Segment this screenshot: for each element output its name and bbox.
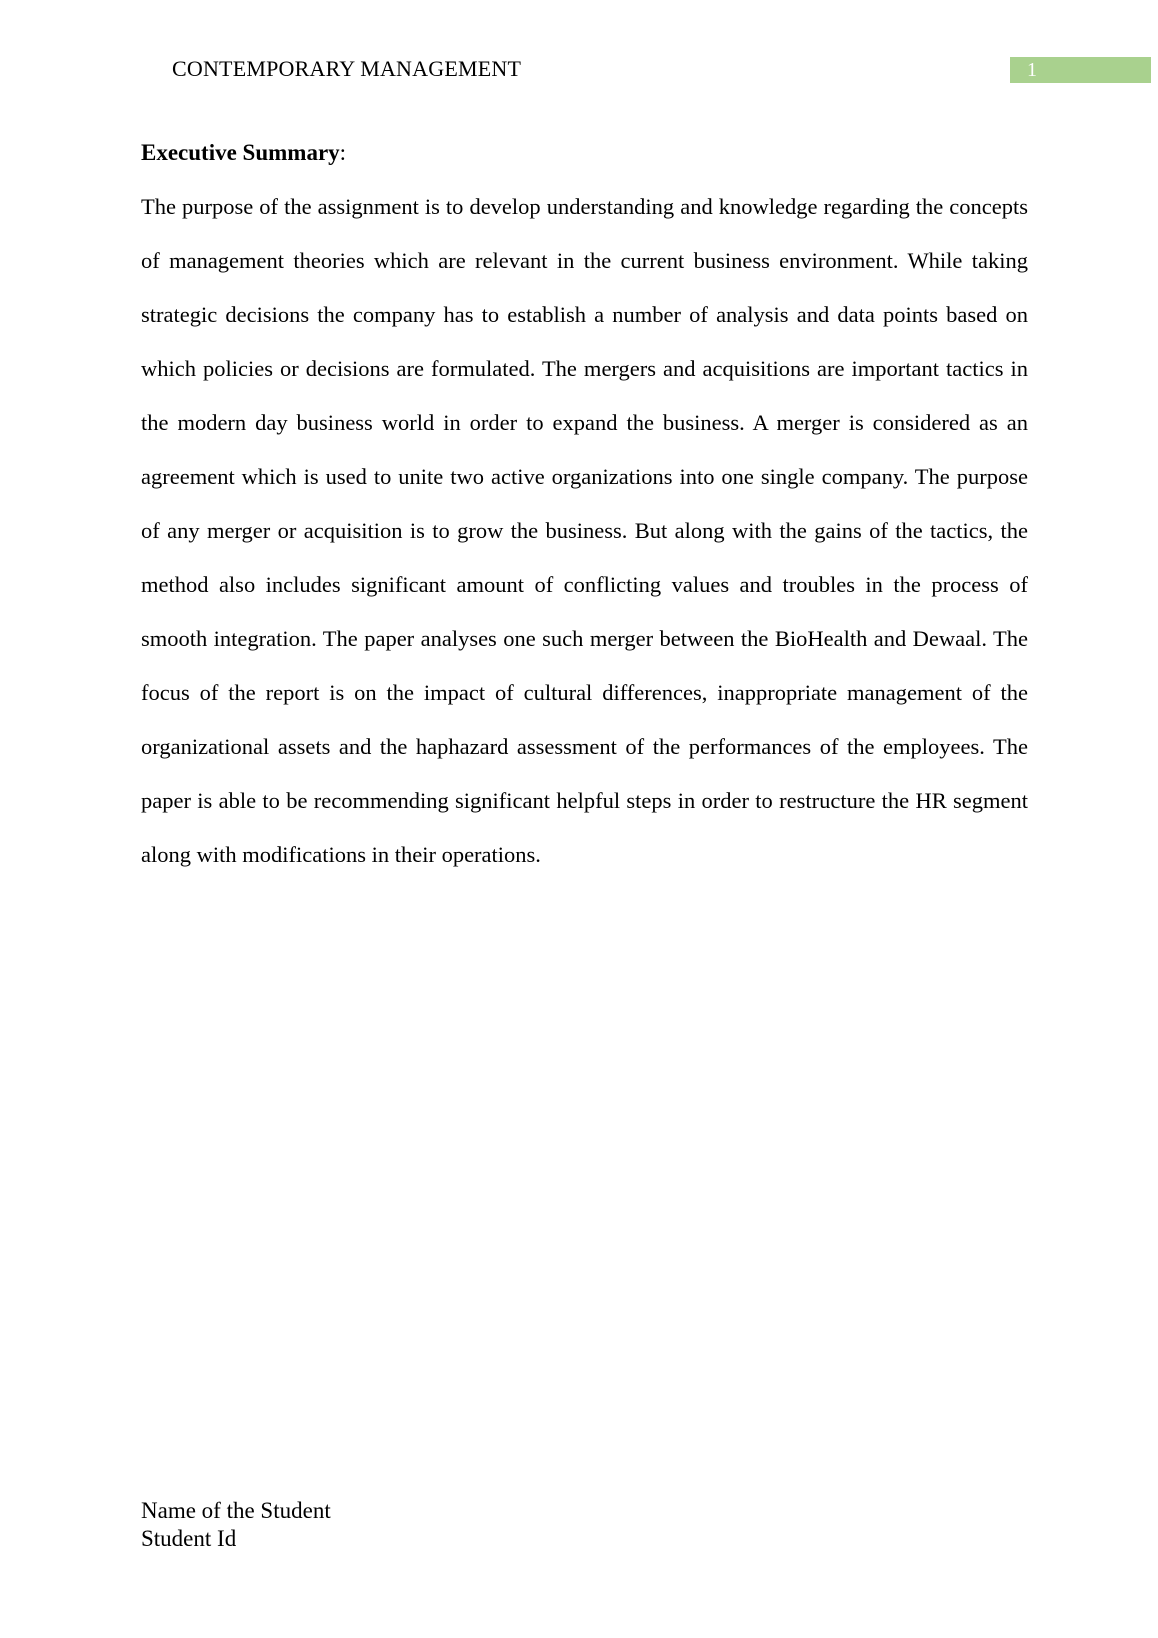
section-heading <box>141 140 346 166</box>
executive-summary-paragraph: The purpose of the assignment is to develop understanding and knowledge regarding the concepts of management theories which are relevant in the current business environment. While taking strategic decisions the company has to establish a number of analysis and data points based on which policies or decisions are formulated. The mergers and acquisitions are important tactics in the modern day business world in order to expand the business. A merger is considered as an agreement which is used to unite two active organizations into one single company. The purpose of any merger or acquisition is to grow the business. But along with the gains of the tactics, the method also includes significant amount of conflicting values and troubles in the process of smooth integration. The paper analyses one such merger between the BioHealth and Dewaal. The focus of the report is on the impact of cultural differences, inappropriate management of the organizational assets and the haphazard assessment of the performances of the employees. The paper is able to be recommending significant helpful steps in order to restructure the HR segment along with modifications in their operations. <box>141 194 1028 867</box>
section-heading-colon: : <box>339 140 347 165</box>
student-info <box>141 1497 331 1553</box>
student-name: Name of the Student <box>141 1498 331 1523</box>
student-id: Student Id <box>141 1526 237 1551</box>
section-heading-text: Executive Summary <box>141 140 340 165</box>
running-header-title: CONTEMPORARY MANAGEMENT <box>172 56 522 81</box>
page-number-badge <box>1010 57 1151 83</box>
page-number: 1 <box>1027 59 1037 81</box>
